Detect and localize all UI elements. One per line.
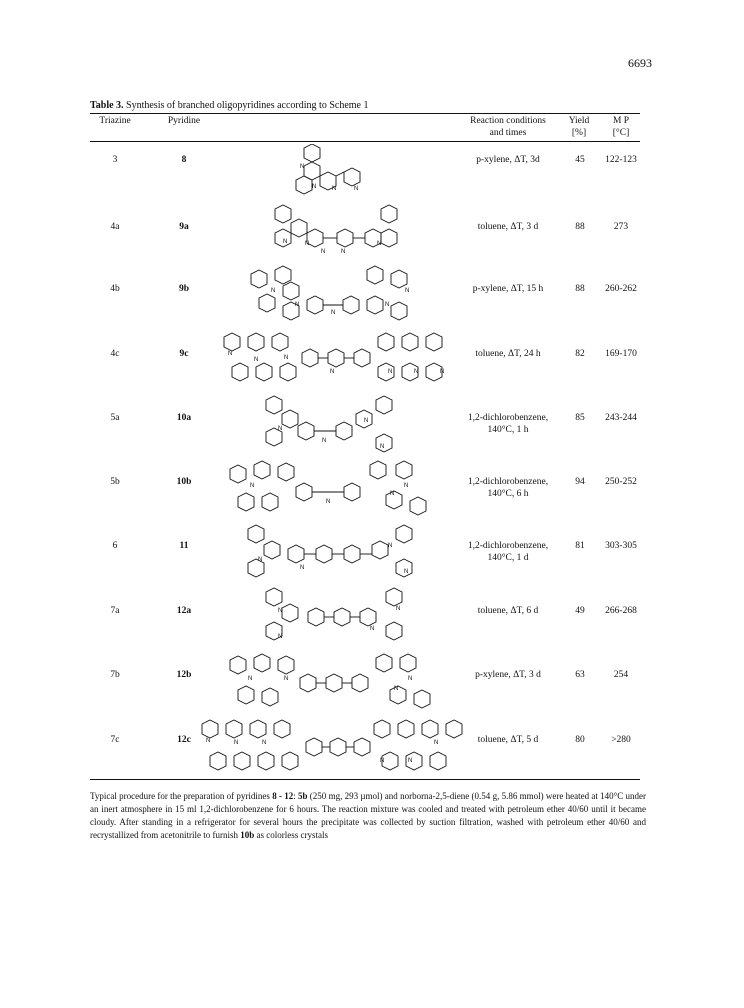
svg-text:N: N (234, 740, 239, 746)
svg-text:N: N (283, 239, 288, 245)
page-number: 6693 (628, 56, 652, 70)
table-title: Synthesis of branched oligopyridines according to Scheme 1 (126, 100, 369, 111)
structure-10a (260, 392, 410, 458)
structure-11 (240, 521, 430, 587)
header-conditions-line2: and times (489, 128, 527, 138)
cell-mp: 266-268 (605, 606, 637, 616)
cell-conditions-line1: toluene, ΔT, 3 d (477, 222, 539, 232)
header-mp-line1: M P (612, 116, 630, 126)
cell-conditions-line1: p-xylene, ΔT, 15 h (472, 284, 544, 294)
cell-yield: 88 (575, 222, 585, 232)
cell-yield: 49 (575, 606, 585, 616)
structure-9b-drawing (245, 262, 431, 328)
cell-yield: 85 (575, 413, 585, 423)
svg-text:N: N (404, 569, 409, 575)
svg-text:N: N (262, 740, 267, 746)
footnote-tail: as colorless crystals (254, 830, 328, 840)
cell-pyridine: 9a (179, 222, 189, 232)
cell-mp: 250-252 (605, 477, 637, 487)
cell-mp: >280 (611, 735, 631, 745)
svg-text:N: N (278, 634, 283, 640)
cell-mp: 260-262 (605, 284, 637, 294)
svg-text:N: N (388, 543, 393, 549)
svg-text:N: N (331, 310, 336, 316)
structure-12c-drawing (196, 714, 470, 780)
structure-8 (284, 144, 384, 196)
svg-text:N: N (312, 184, 317, 190)
cell-conditions-line1: toluene, ΔT, 5 d (477, 735, 539, 745)
cell-mp: 243-244 (605, 413, 637, 423)
cell-triazine: 4c (110, 349, 120, 359)
svg-text:N: N (300, 565, 305, 571)
header-pyridine: Pyridine (167, 116, 201, 126)
svg-text:N: N (394, 686, 399, 692)
structure-12b-drawing (222, 650, 448, 716)
header-yield-line1: Yield (568, 116, 590, 126)
svg-text:N: N (341, 249, 346, 255)
cell-triazine: 7b (110, 670, 120, 680)
svg-text:N: N (385, 302, 390, 308)
cell-pyridine: 12b (176, 670, 192, 680)
svg-text:N: N (390, 491, 395, 497)
cell-pyridine: 8 (181, 155, 187, 165)
cell-conditions (448, 540, 568, 564)
cell-conditions (448, 669, 568, 681)
structure-11-drawing (240, 521, 430, 587)
svg-text:N: N (295, 302, 300, 308)
svg-text:N: N (254, 357, 259, 363)
svg-text:N: N (271, 288, 276, 294)
cell-pyridine: 9b (178, 284, 190, 294)
cell-conditions (448, 412, 568, 436)
svg-text:N: N (408, 758, 413, 764)
svg-text:N: N (408, 676, 413, 682)
cell-conditions (448, 605, 568, 617)
cell-mp: 273 (613, 222, 629, 232)
svg-text:N: N (321, 249, 326, 255)
header-yield (566, 115, 592, 139)
table-header-rule (90, 141, 640, 142)
footnote-lead: Typical procedure for the preparation of pyridines (90, 791, 273, 801)
footnote-example: 5b (298, 791, 308, 801)
structure-9b (245, 262, 431, 328)
footnote-procedure (90, 790, 646, 842)
svg-text:N: N (440, 369, 445, 375)
svg-text:N: N (322, 438, 327, 444)
svg-text:N: N (284, 676, 289, 682)
cell-mp: 122-123 (605, 155, 637, 165)
structure-10a-drawing (260, 392, 410, 458)
structure-9c-drawing (218, 327, 458, 393)
header-conditions (448, 115, 568, 139)
svg-text:N: N (377, 241, 382, 247)
cell-conditions (448, 154, 568, 166)
svg-text:N: N (434, 740, 439, 746)
cell-conditions-line2: 140°C, 6 h (487, 489, 529, 499)
cell-pyridine: 12a (176, 606, 192, 616)
cell-triazine: 4b (110, 284, 120, 294)
cell-conditions-line1: 1,2-dichlorobenzene, (467, 477, 549, 487)
footnote-product: 10b (240, 830, 255, 840)
svg-text:N: N (364, 418, 369, 424)
svg-text:N: N (284, 355, 289, 361)
header-triazine: Triazine (99, 116, 131, 126)
cell-triazine: 7c (110, 735, 120, 745)
svg-text:N: N (206, 738, 211, 744)
svg-text:N: N (404, 483, 409, 489)
table-caption (90, 100, 368, 111)
cell-yield: 45 (575, 155, 585, 165)
footnote-body: (250 mg, 293 µmol) and norborna-2,5-diene (0.54 g, 5.86 mmol) were heated at 140°C under an inert atmosphere in 15 ml 1,2-dichlorobenzene for 6 hours. The reaction mixture was cooled and treated with petroleum ether 40/60 until it became cloudy. After standing in a refrigerator for several hours the precipitate was collected by suction filtration, washed with petroleum ether 40/60 and recrystallized from acetonitrile to furnish (90, 791, 647, 840)
footnote-sep: : (293, 791, 299, 801)
svg-text:N: N (332, 186, 337, 192)
svg-text:N: N (278, 426, 283, 432)
cell-mp: 303-305 (605, 541, 637, 551)
cell-conditions-line2: 140°C, 1 h (487, 425, 529, 435)
header-conditions-line1: Reaction conditions (470, 116, 546, 126)
svg-text:N: N (370, 626, 375, 632)
svg-text:N: N (380, 758, 385, 764)
cell-conditions-line1: 1,2-dichlorobenzene, (467, 541, 549, 551)
structure-12c (196, 714, 470, 780)
cell-triazine: 4a (110, 222, 120, 232)
structure-9a (265, 203, 415, 257)
cell-pyridine: 9c (179, 349, 189, 359)
cell-yield: 94 (575, 477, 585, 487)
svg-text:N: N (380, 444, 385, 450)
cell-yield: 81 (575, 541, 585, 551)
header-mp-line2: [°C] (612, 128, 630, 138)
structure-8-drawing (284, 144, 384, 196)
cell-conditions-line1: toluene, ΔT, 24 h (475, 349, 541, 359)
svg-text:N: N (300, 164, 305, 170)
cell-triazine: 5b (110, 477, 120, 487)
svg-text:N: N (305, 241, 310, 247)
cell-mp: 254 (613, 670, 629, 680)
cell-triazine: 3 (112, 155, 118, 165)
cell-conditions (448, 476, 568, 500)
cell-pyridine: 10a (176, 413, 192, 423)
cell-yield: 63 (575, 670, 585, 680)
svg-text:N: N (330, 369, 335, 375)
table-top-rule (90, 113, 640, 114)
header-mp (598, 115, 644, 139)
cell-pyridine: 11 (179, 541, 189, 551)
cell-pyridine: 10b (176, 477, 192, 487)
structure-10b-drawing (222, 457, 444, 523)
svg-text:N: N (326, 499, 331, 505)
cell-conditions-line1: toluene, ΔT, 6 d (477, 606, 539, 616)
header-yield-line2: [%] (571, 128, 587, 138)
structure-12a (260, 586, 420, 650)
table-label: Table 3. (90, 100, 124, 111)
cell-conditions-line1: p-xylene, ΔT, 3 d (475, 670, 541, 680)
structure-10b (222, 457, 444, 523)
structure-9c (218, 327, 458, 393)
cell-conditions-line1: p-xylene, ΔT, 3d (476, 155, 540, 165)
structure-12b (222, 650, 448, 716)
svg-text:N: N (354, 186, 359, 192)
svg-text:N: N (396, 606, 401, 612)
cell-conditions-line2: 140°C, 1 d (487, 553, 529, 563)
cell-conditions-line1: 1,2-dichlorobenzene, (467, 413, 549, 423)
svg-text:N: N (405, 288, 410, 294)
structure-9a-drawing (265, 203, 415, 257)
cell-conditions (448, 348, 568, 360)
cell-yield: 80 (575, 735, 585, 745)
cell-triazine: 5a (110, 413, 120, 423)
svg-text:N: N (258, 557, 263, 563)
cell-yield: 88 (575, 284, 585, 294)
cell-triazine: 7a (110, 606, 120, 616)
cell-yield: 82 (575, 349, 585, 359)
svg-text:N: N (248, 676, 253, 682)
structure-12a-drawing (260, 586, 420, 650)
svg-text:N: N (250, 483, 255, 489)
cell-triazine: 6 (112, 541, 118, 551)
footnote-compounds: 8 - 12 (272, 791, 294, 801)
cell-conditions (448, 283, 568, 295)
cell-conditions (448, 221, 568, 233)
svg-text:N: N (388, 369, 393, 375)
cell-pyridine: 12c (177, 735, 191, 745)
svg-text:N: N (228, 351, 233, 357)
cell-mp: 169-170 (605, 349, 637, 359)
table-bottom-rule (90, 779, 640, 780)
svg-text:N: N (278, 608, 283, 614)
svg-text:N: N (414, 369, 419, 375)
